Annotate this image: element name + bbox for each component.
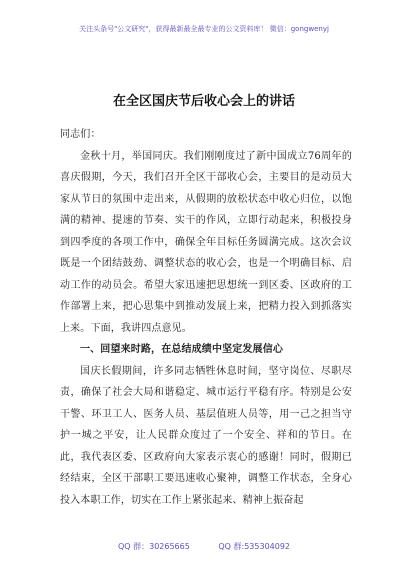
footer-qq-group-1: QQ 群：30265665 xyxy=(117,542,190,551)
footer-qq-groups xyxy=(0,541,408,552)
salutation: 同志们： xyxy=(60,129,101,140)
page-title: 在全区国庆节后收心会上的讲话 xyxy=(112,94,295,109)
document-body xyxy=(60,124,352,511)
intro-paragraph: 金秋十月，举国同庆。我们刚刚度过了新中国成立76周年的喜庆假期，今天，我们召开全区干部收心会，主要目的是动员大家从节日的氛围中走出来，从假期的放松状态中收心归位，以饱满的精神、提速的节奏、实干的作风，立即行动起来，积极投身到四季度的各项工作中，确保全年目标任务圆满完成。这次会议既是一个团结鼓劲、调整状态的收心会，也是一个明确目标、启动工作的动员会。希望大家迅速把思想统一到区委、区政府的工作部署上来，把心思集中到推动发展上来，把精力投入到抓落实上来。下面，我讲四点意见。 xyxy=(60,150,352,334)
section-heading-1: 一、回望来时路，在总结成绩中坚定发展信心 xyxy=(80,344,283,355)
header-promo-text: 关注头条号"公文研究"，获得最新最全最专业的公文资料库！ 微信：gongwenyj xyxy=(79,25,329,33)
footer-qq-group-2: QQ 群:535304092 xyxy=(218,542,291,551)
section-1-paragraph: 国庆长假期间，许多同志牺牲休息时间，坚守岗位、尽职尽责，确保了社会大局和谐稳定、城市运行平稳有序。特别是公安干警、环卫工人、医务人员、基层值班人员等，用一己之担当守护一城之平安，让人民群众度过了一个安全、祥和的节日。在此，我代表区委、区政府向大家表示衷心的感谢！同时，假期已经结束，全区干部职工要迅速收心聚神，调整工作状态，全身心投入本职工作，切实在工作上紧张起来、精神上振奋起 xyxy=(60,365,352,506)
